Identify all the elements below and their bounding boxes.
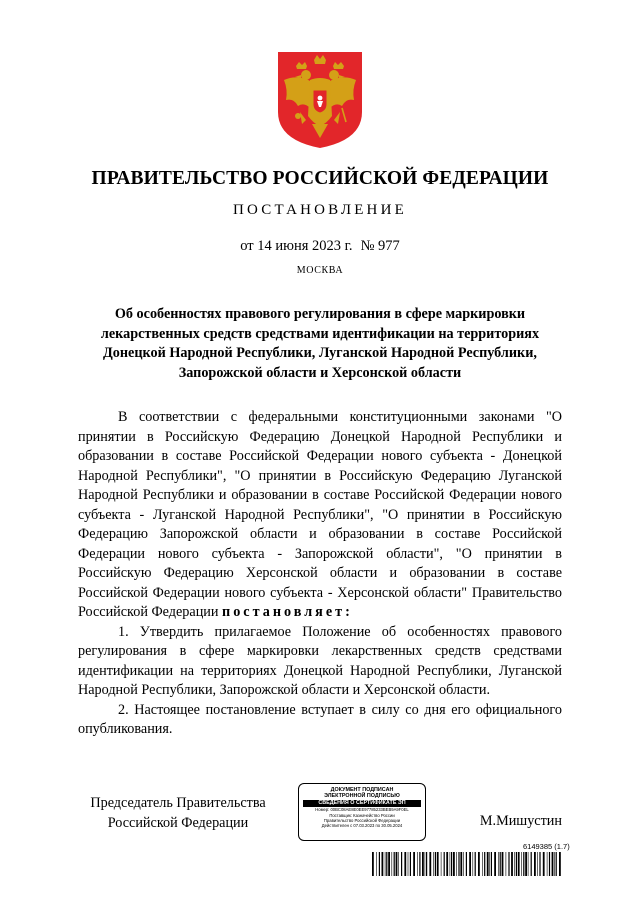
stamp-title [299,787,425,799]
barcode-icon [372,852,562,876]
stamp-issuer: Поставщик: Казначейство России [329,812,395,818]
decree-word: постановляет: [222,604,353,620]
e-signature-stamp [298,783,426,841]
stamp-owner: Правительство Российской Федерации [323,817,401,823]
title-line: Запорожской области и Херсонской области [178,364,462,381]
document-body [78,408,562,740]
signer-name: М.Мишустин [479,813,562,829]
stamp-validity: Действителен с 07.03.2023 по 30.05.2024 [321,822,403,828]
stamp-title-line: ДОКУМЕНТ ПОДПИСАН [330,787,394,793]
document-type: ПОСТАНОВЛЕНИЕ [233,202,407,218]
title-line: лекарственных средств средствами идентификации на территориях [100,325,540,342]
document-title [78,305,562,383]
document-date-line [0,238,640,255]
coat-of-arms-icon [276,50,364,150]
stamp-serial: Номер: 00BC08AE8E0EE97785233BEB9A9F0EL [315,807,409,813]
stamp-title-line: ЭЛЕКТРОННОЙ ПОДПИСЬЮ [324,793,400,800]
signer-position [78,794,278,833]
barcode-label: 6149385 (1.7) [523,842,570,851]
item-1-paragraph: 1. Утвердить прилагаемое Положение об особенностях правового регулирования в сфере маркировки лекарственных средств средствами идентификации на территориях Донецкой Народной Республики, Луганской Народной Республики, Запорожской области и Херсонской области. [78,623,562,698]
preamble-paragraph [78,408,562,623]
title-line: Об особенностях правового регулирования в сфере маркировки [114,306,526,322]
document-city: МОСКВА [296,265,344,276]
document-number: № 977 [360,238,400,254]
government-name: ПРАВИТЕЛЬСТВО РОССИЙСКОЙ ФЕДЕРАЦИИ [91,168,549,189]
document-date: от 14 июня 2023 г. [240,238,353,254]
signer-position-line: Председатель Правительства [90,795,266,811]
preamble-text: В соответствии с федеральными конституционными законами "О принятии в Российскую Федерацию Донецкой Народной Республики и образовании в составе Российской Федерации нового субъекта - Донецкой Народной Республики", "О принятии в Российскую Федерацию Луганской Народной Республики и образовании в составе Российской Федерации нового субъекта - Луганской Народной Республики", "О принятии в Российскую Федерацию Запорожской области и образовании в составе Российской Федерации нового субъекта - Запорожской области", "О принятии в Российскую Федерацию Херсонской области и образовании в составе Российской Федерации нового субъекта - Херсонской области" Правительство Российской Федерации [78,409,562,620]
signer-position-line: Российской Федерации [107,814,249,831]
title-line: Донецкой Народной Республики, Луганской Народной Республики, [103,345,537,362]
item-2-paragraph: 2. Настоящее постановление вступает в силу со дня его официального опубликования. [78,701,562,737]
stamp-certificate-band: СВЕДЕНИЯ О СЕРТИФИКАТЕ ЭП [303,800,421,807]
